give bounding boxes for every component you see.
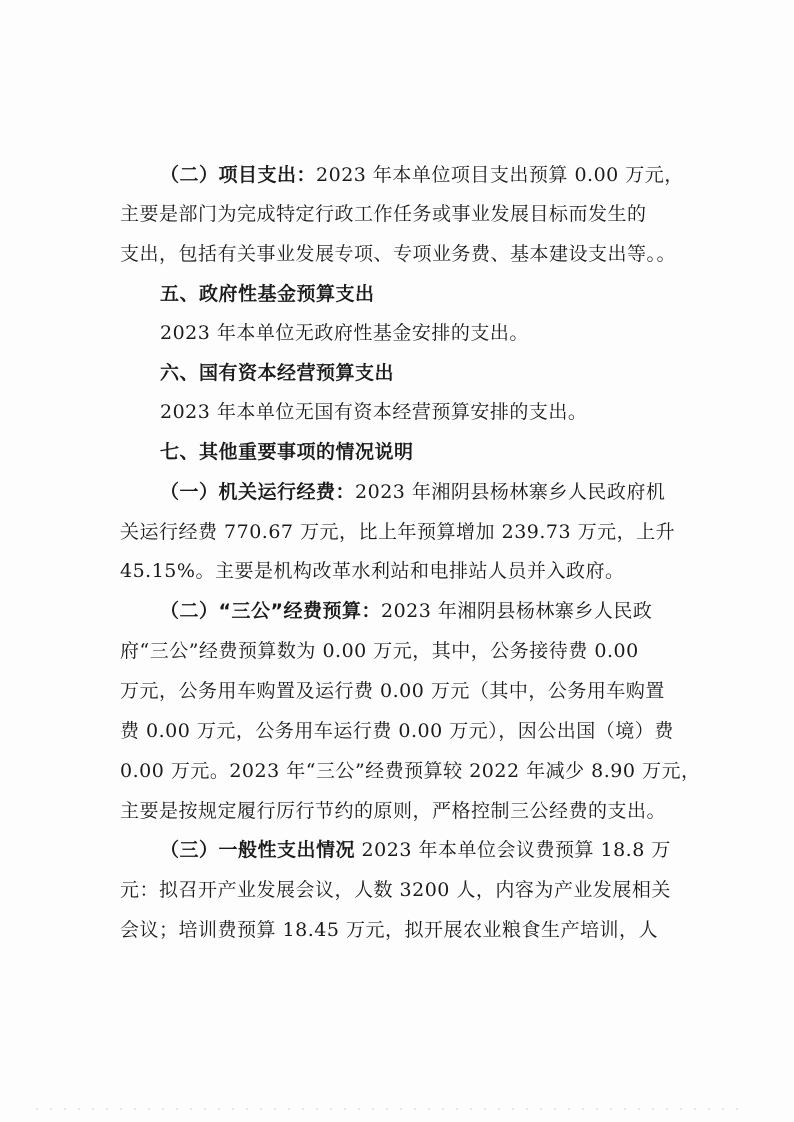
scan-artifact-dots bbox=[30, 1106, 750, 1112]
paragraph-state-capital: 2023 年本单位无国有资本经营预算安排的支出。 bbox=[160, 401, 588, 423]
heading-other-matters: 七、其他重要事项的情况说明 bbox=[160, 441, 414, 463]
paragraph-operating-cost-line-2: 关运行经费 770.67 万元，比上年预算增加 239.73 万元，上升 bbox=[120, 521, 676, 543]
operating-cost-lead: （一）机关运行经费： bbox=[160, 481, 356, 503]
general-expense-lead: （三）一般性支出情况 bbox=[160, 839, 356, 861]
paragraph-three-public-line-1: （二）“三公”经费预算：2023 年湘阴县杨林寨乡人民政 bbox=[160, 600, 653, 622]
paragraph-operating-cost-line-1: （一）机关运行经费：2023 年湘阴县杨林寨乡人民政府机 bbox=[160, 481, 666, 503]
paragraph-general-expense-line-3: 会议；培训费预算 18.45 万元，拟开展农业粮食生产培训，人 bbox=[120, 919, 658, 941]
paragraph-general-expense-line-1: （三）一般性支出情况 2023 年本单位会议费预算 18.8 万 bbox=[160, 839, 671, 861]
paragraph-operating-cost-line-3: 45.15%。主要是机构改革水利站和电排站人员并入政府。 bbox=[120, 560, 625, 582]
project-expense-lead: （二）项目支出： bbox=[160, 164, 317, 186]
paragraph-project-expense-line-1: （二）项目支出：2023 年本单位项目支出预算 0.00 万元， bbox=[160, 164, 684, 186]
paragraph-general-expense-line-2: 元：拟召开产业发展会议，人数 3200 人，内容为产业发展相关 bbox=[120, 879, 671, 901]
paragraph-three-public-line-3: 万元，公务用车购置及运行费 0.00 万元（其中，公务用车购置 bbox=[120, 680, 665, 702]
heading-government-fund: 五、政府性基金预算支出 bbox=[160, 283, 375, 305]
paragraph-project-expense-line-2: 主要是部门为完成特定行政工作任务或事业发展目标而发生的 bbox=[120, 203, 647, 225]
paragraph-three-public-line-6: 主要是按规定履行厉行节约的原则，严格控制三公经费的支出。 bbox=[120, 800, 667, 822]
heading-state-capital: 六、国有资本经营预算支出 bbox=[160, 362, 395, 384]
three-public-lead: （二）“三公”经费预算： bbox=[160, 600, 381, 622]
paragraph-government-fund: 2023 年本单位无政府性基金安排的支出。 bbox=[160, 322, 529, 344]
paragraph-project-expense-line-3: 支出，包括有关事业发展专项、专项业务费、基本建设支出等。。 bbox=[120, 243, 677, 265]
paragraph-three-public-line-4: 费 0.00 万元，公务用车运行费 0.00 万元），因公出国（境）费 bbox=[120, 720, 674, 742]
paragraph-three-public-line-5: 0.00 万元。2023 年“三公”经费预算较 2022 年减少 8.90 万元， bbox=[120, 760, 701, 782]
paragraph-three-public-line-2: 府“三公”经费预算数为 0.00 万元，其中，公务接待费 0.00 bbox=[120, 640, 639, 662]
